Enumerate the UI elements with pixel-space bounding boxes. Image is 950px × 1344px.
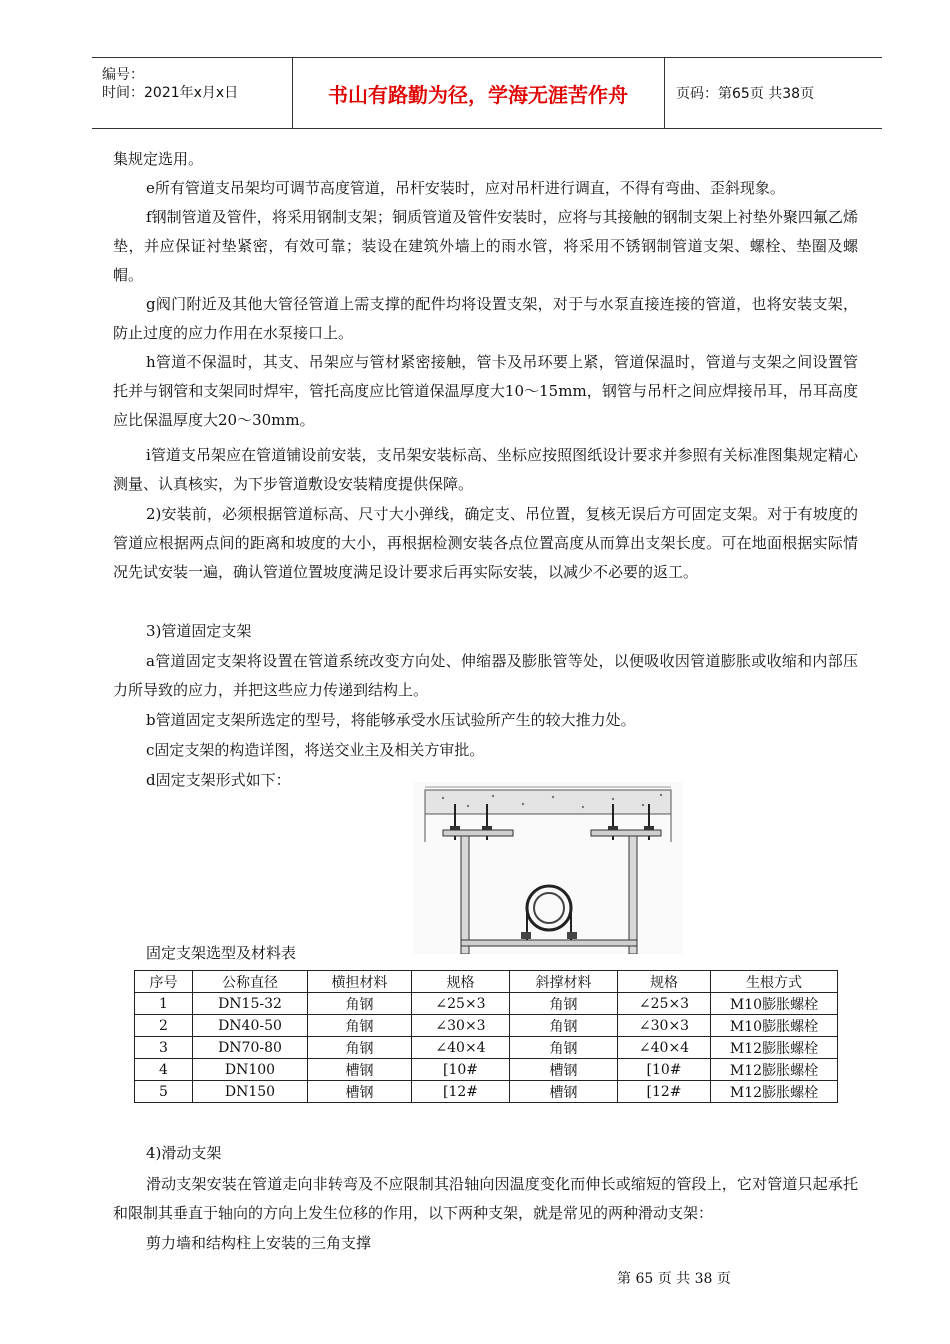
cell: 槽钢 — [510, 1081, 618, 1103]
cell: DN150 — [193, 1081, 308, 1103]
section-heading: 3)管道固定支架 — [146, 622, 252, 640]
col-header: 生根方式 — [711, 971, 838, 993]
material-table — [134, 970, 838, 1103]
cell: 1 — [135, 993, 193, 1015]
paragraph: e所有管道支吊架均可调节高度管道，吊杆安装时，应对吊杆进行调直，不得有弯曲、歪斜现象。 — [146, 179, 785, 197]
fixed-support-diagram — [413, 782, 683, 954]
page-header — [92, 57, 882, 129]
section-heading: 4)滑动支架 — [146, 1144, 222, 1162]
table-row — [135, 1015, 838, 1037]
number-label: 编号： — [102, 67, 144, 83]
paragraph: c固定支架的构造详图，将送交业主及相关方审批。 — [146, 741, 485, 759]
col-header: 序号 — [135, 971, 193, 993]
cell: 3 — [135, 1037, 193, 1059]
cell: 5 — [135, 1081, 193, 1103]
cell: ∠30×3 — [618, 1015, 711, 1037]
table-header-row — [135, 971, 838, 993]
paragraph: 集规定选用。 — [113, 150, 204, 168]
paragraph: f钢制管道及管件，将采用钢制支架；铜质管道及管件安装时，应将与其接触的钢制支架上衬垫外聚四氟乙烯垫，并应保证衬垫紧密，有效可靠；装设在建筑外墙上的雨水管，将采用不锈钢制管道支架、螺栓、垫圈及螺帽。 — [113, 208, 858, 284]
table-row — [135, 1037, 838, 1059]
cell: 角钢 — [510, 993, 618, 1015]
time-label: 时间：2021年x月x日 — [102, 85, 239, 101]
table-caption: 固定支架选型及材料表 — [146, 944, 297, 962]
cell: 2 — [135, 1015, 193, 1037]
table-row — [135, 1059, 838, 1081]
col-header: 规格 — [412, 971, 510, 993]
cell: 槽钢 — [308, 1059, 412, 1081]
cell: [10# — [618, 1059, 711, 1081]
table-row — [135, 1081, 838, 1103]
cell: ∠25×3 — [412, 993, 510, 1015]
cell: DN15-32 — [193, 993, 308, 1015]
paragraph: d固定支架形式如下： — [146, 771, 291, 789]
cell: 4 — [135, 1059, 193, 1081]
cell: 槽钢 — [510, 1059, 618, 1081]
cell: DN40-50 — [193, 1015, 308, 1037]
cell: 角钢 — [308, 993, 412, 1015]
cell: DN70-80 — [193, 1037, 308, 1059]
paragraph: h管道不保温时，其支、吊架应与管材紧密接触，管卡及吊环要上紧，管道保温时，管道与支架之间设置管托并与钢管和支架同时焊牢，管托高度应比管道保温厚度大10～15mm，钢管与吊杆之间应焊接吊耳，吊耳高度应比保温厚度大20～30mm。 — [113, 353, 858, 429]
cell: [12# — [412, 1081, 510, 1103]
cell: ∠30×3 — [412, 1015, 510, 1037]
cell: M12膨胀螺栓 — [711, 1037, 838, 1059]
cell: 角钢 — [510, 1037, 618, 1059]
cell: M10膨胀螺栓 — [711, 1015, 838, 1037]
header-meta — [92, 58, 293, 128]
paragraph: a管道固定支架将设置在管道系统改变方向处、伸缩器及膨胀管等处，以便吸收因管道膨胀或收缩和内部压力所导致的应力，并把这些应力传递到结构上。 — [113, 652, 858, 699]
cell: DN100 — [193, 1059, 308, 1081]
cell: ∠25×3 — [618, 993, 711, 1015]
cell: [10# — [412, 1059, 510, 1081]
cell: [12# — [618, 1081, 711, 1103]
cell: ∠40×4 — [412, 1037, 510, 1059]
paragraph: 滑动支架安装在管道走向非转弯及不应限制其沿轴向因温度变化而伸长或缩短的管段上，它对管道只起承托和限制其垂直于轴向的方向上发生位移的作用，以下两种支架，就是常见的两种滑动支架： — [113, 1175, 858, 1222]
paragraph: i管道支吊架应在管道铺设前安装，支吊架安装标高、坐标应按照图纸设计要求并参照有关标准图集规定精心测量、认真核实，为下步管道敷设安装精度提供保障。 — [113, 446, 858, 493]
cell: M10膨胀螺栓 — [711, 993, 838, 1015]
page-footer: 第 65 页 共 38 页 — [617, 1271, 731, 1287]
paragraph: b管道固定支架所选定的型号，将能够承受水压试验所产生的较大推力处。 — [146, 711, 636, 729]
col-header: 公称直径 — [193, 971, 308, 993]
paragraph: 剪力墙和结构柱上安装的三角支撑 — [146, 1234, 372, 1252]
cell: M12膨胀螺栓 — [711, 1081, 838, 1103]
cell: 角钢 — [510, 1015, 618, 1037]
header-page-info: 页码：第65页 共38页 — [676, 86, 815, 102]
table-row — [135, 993, 838, 1015]
cell: ∠40×4 — [618, 1037, 711, 1059]
paragraph: g阀门附近及其他大管径管道上需支撑的配件均将设置支架，对于与水泵直接连接的管道，也将安装支架，防止过度的应力作用在水泵接口上。 — [113, 295, 858, 342]
cell: 角钢 — [308, 1015, 412, 1037]
header-motto: 书山有路勤为径，学海无涯苦作舟 — [292, 58, 665, 128]
paragraph: 2)安装前，必须根据管道标高、尺寸大小弹线，确定支、吊位置，复核无误后方可固定支架。对于有坡度的管道应根据两点间的距离和坡度的大小，再根据检测安装各点位置高度从而算出支架长度。可在地面根据实际情况先试安装一遍，确认管道位置坡度满足设计要求后再实际安装，以减少不必要的返工。 — [113, 505, 858, 581]
cell: 角钢 — [308, 1037, 412, 1059]
col-header: 横担材料 — [308, 971, 412, 993]
col-header: 斜撑材料 — [510, 971, 618, 993]
cell: 槽钢 — [308, 1081, 412, 1103]
col-header: 规格 — [618, 971, 711, 993]
cell: M12膨胀螺栓 — [711, 1059, 838, 1081]
